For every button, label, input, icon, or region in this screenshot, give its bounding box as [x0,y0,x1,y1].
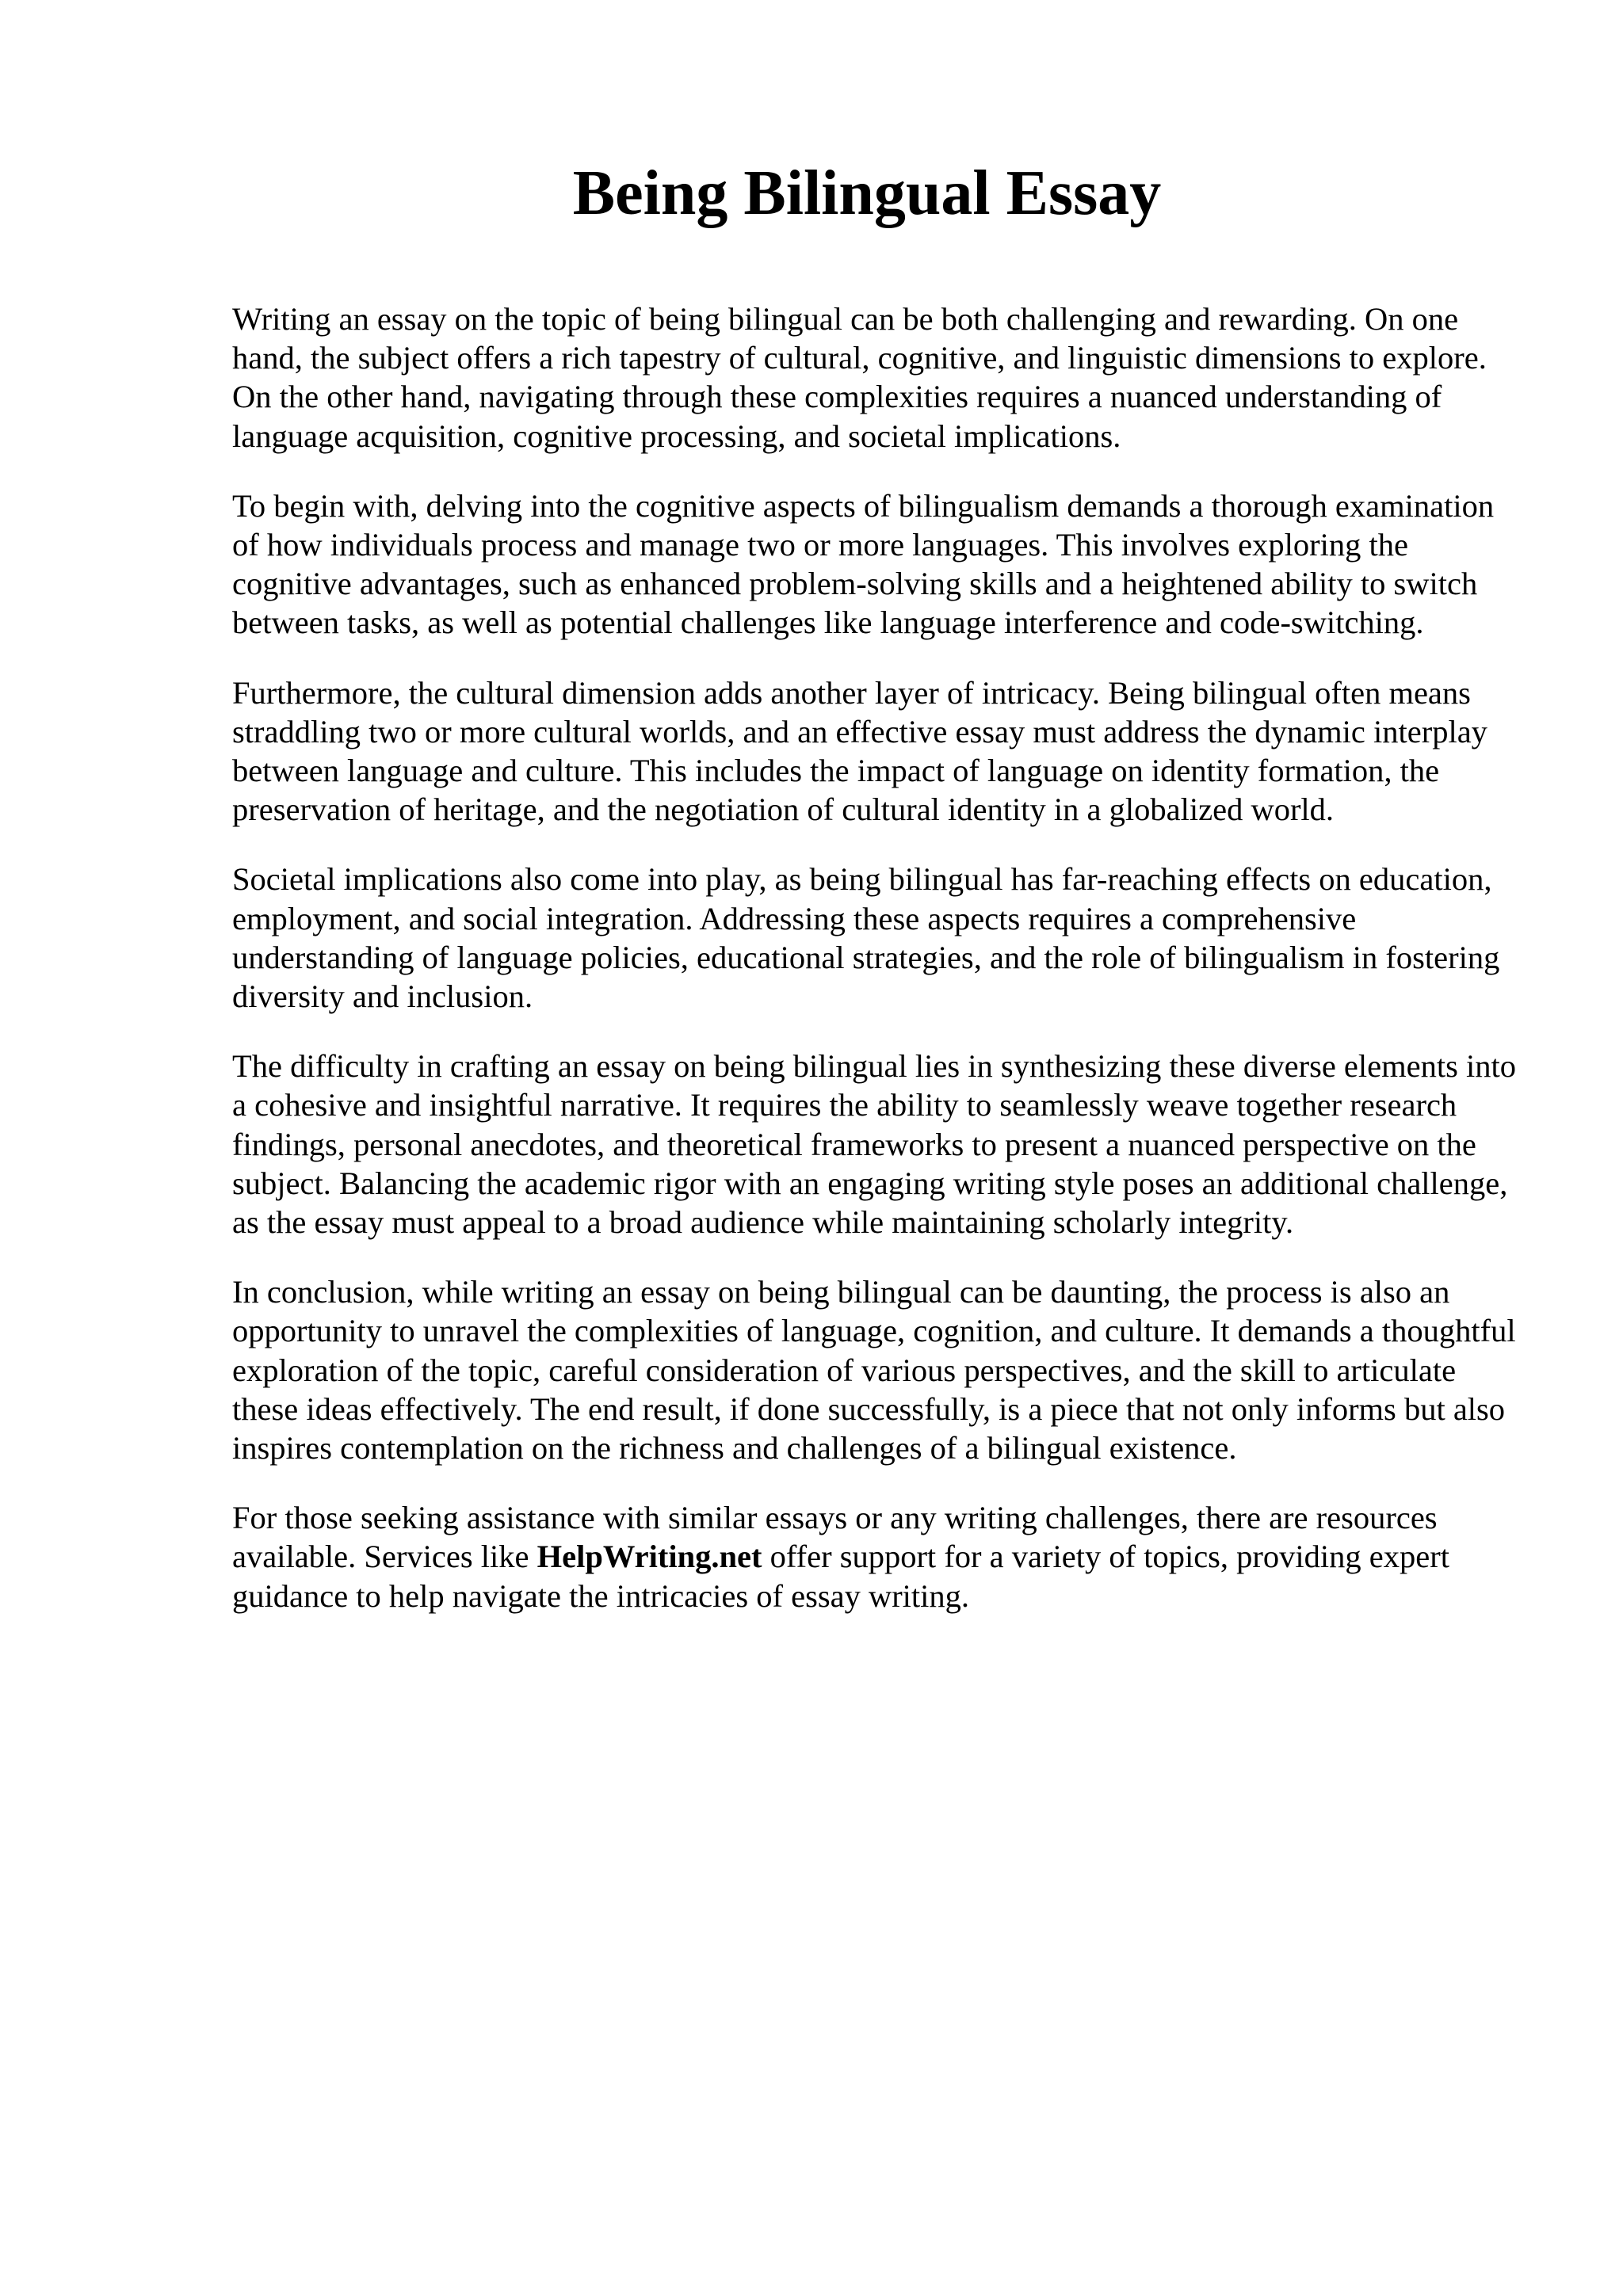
paragraph-cultural: Furthermore, the cultural dimension adds another layer of intricacy. Being bilingual often means straddling two or more cultural worlds, and an effective essay must address the dynamic interplay between language and culture. This includes the impact of language on identity formation, the preservation of heritage, and the negotiation of cultural identity in a globalized world. [232,674,1487,828]
paragraph-difficulty: The difficulty in crafting an essay on being bilingual lies in synthesizing these diverse elements into a cohesive and insightful narrative. It requires the ability to seamlessly weave together research findings, personal anecdotes, and theoretical frameworks to present a nuanced perspective on the subject. Balancing the academic rigor with an engaging writing style poses an additional challenge, as the essay must appeal to a broad audience while maintaining scholarly integrity. [232,1048,1516,1241]
document-title: Being Bilingual Essay [572,158,1162,228]
closing-text-before: For those seeking assistance with similar essays or any writing challenges, there are resources available. Services like [232,1500,1438,1575]
paragraph-cognitive: To begin with, delving into the cognitive aspects of bilingualism demands a thorough examination of how individuals process and manage two or more languages. This involves exploring the cognitive advantages, such as enhanced problem-solving skills and a heightened ability to switch between tasks, as well as potential challenges like language interference and code-switching. [232,487,1495,641]
document-body [232,299,1516,1646]
paragraph-closing [232,1498,1516,1615]
paragraph-intro: Writing an essay on the topic of being bilingual can be both challenging and rewarding. On one hand, the subject offers a rich tapestry of cultural, cognitive, and linguistic dimensions to explore. On the other hand, navigating through these complexities requires a nuanced understanding of language acquisition, cognitive processing, and societal implications. [232,301,1487,454]
paragraph-conclusion: In conclusion, while writing an essay on being bilingual can be daunting, the process is also an opportunity to unravel the complexities of language, cognition, and culture. It demands a thoughtful exploration of the topic, careful consideration of various perspectives, and the skill to articulate these ideas effectively. The end result, if done successfully, is a piece that not only informs but also inspires contemplation on the richness and challenges of a bilingual existence. [232,1274,1516,1466]
paragraph-societal: Societal implications also come into play, as being bilingual has far-reaching effects on education, employment, and social integration. Addressing these aspects requires a comprehensive understanding of language policies, educational strategies, and the role of bilingualism in fostering diversity and inclusion. [232,861,1500,1015]
closing-text-after: offer support for a variety of topics, providing expert guidance to help navigate the intricacies of essay writing. [232,1539,1449,1614]
service-name: HelpWriting.net [537,1539,762,1575]
